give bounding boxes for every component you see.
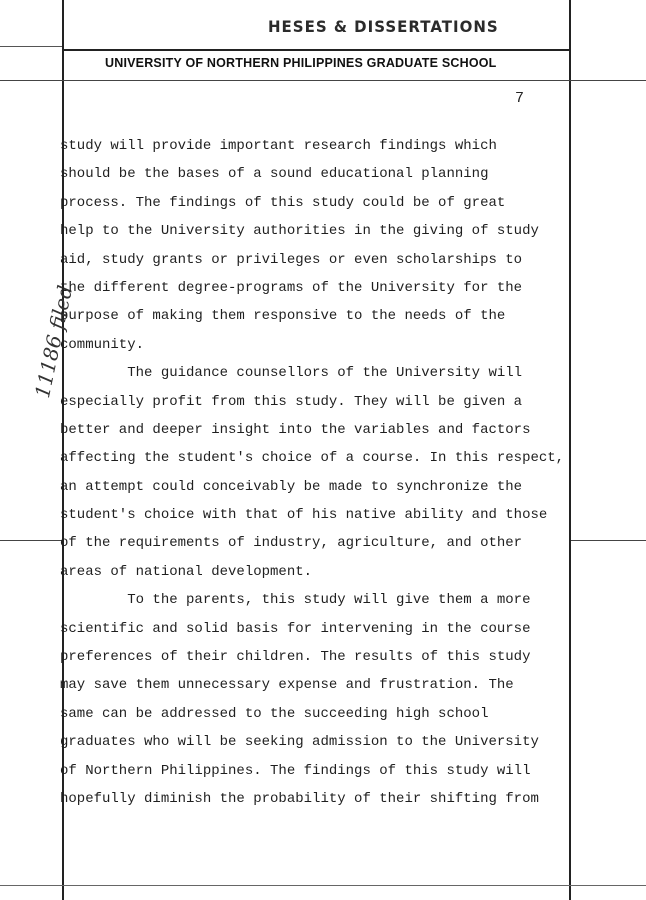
header-rule-left	[0, 46, 62, 47]
text-line: preferences of their children. The results of this study	[60, 649, 531, 666]
text-line: may save them unnecessary expense and frustration. The	[60, 677, 514, 694]
text-line: affecting the student's choice of a course. In this respect,	[60, 450, 565, 467]
text-line: better and deeper insight into the variables and factors	[60, 421, 531, 438]
text-line: The guidance counsellors of the University will	[60, 365, 523, 382]
left-edge-tick	[0, 540, 62, 541]
text-line: study will provide important research findings which	[60, 138, 497, 154]
header-rule-lower	[0, 80, 646, 81]
text-line: should be the bases of a sound educational planning	[60, 166, 489, 183]
text-line: areas of national development.	[60, 563, 313, 580]
theses-stamp: HESES & DISSERTATIONS	[268, 17, 499, 37]
text-line: graduates who will be seeking admission to the University	[60, 734, 539, 751]
header-rule	[62, 49, 571, 51]
text-line: To the parents, this study will give them a more	[60, 592, 531, 609]
text-line: community.	[60, 336, 145, 353]
body-text	[60, 132, 580, 813]
text-line: of Northern Philippines. The findings of this study will	[60, 762, 531, 779]
handwritten-filed-note: 11186 filed	[30, 283, 78, 400]
text-line: same can be addressed to the succeeding high school	[60, 705, 489, 722]
text-line: student's choice with that of his native ability and those	[60, 507, 548, 524]
text-line: especially profit from this study. They will be given a	[60, 393, 523, 410]
right-edge-tick	[571, 540, 646, 541]
text-line: aid, study grants or privileges or even scholarships to	[60, 251, 523, 268]
bottom-rule	[0, 885, 646, 886]
text-line: scientific and solid basis for intervening in the course	[60, 620, 531, 637]
text-line: process. The findings of this study could be of great	[60, 194, 506, 211]
text-line: an attempt could conceivably be made to synchronize the	[60, 478, 523, 495]
text-line: hopefully diminish the probability of their shifting from	[60, 790, 539, 807]
school-header: UNIVERSITY OF NORTHERN PHILIPPINES GRADUATE SCHOOL	[105, 56, 497, 70]
text-line: help to the University authorities in the giving of study	[60, 223, 539, 240]
page-number: 7	[515, 90, 525, 107]
text-line: the different degree-programs of the University for the	[60, 279, 523, 296]
text-line: of the requirements of industry, agriculture, and other	[60, 535, 523, 552]
text-line: purpose of making them responsive to the needs of the	[60, 308, 506, 325]
